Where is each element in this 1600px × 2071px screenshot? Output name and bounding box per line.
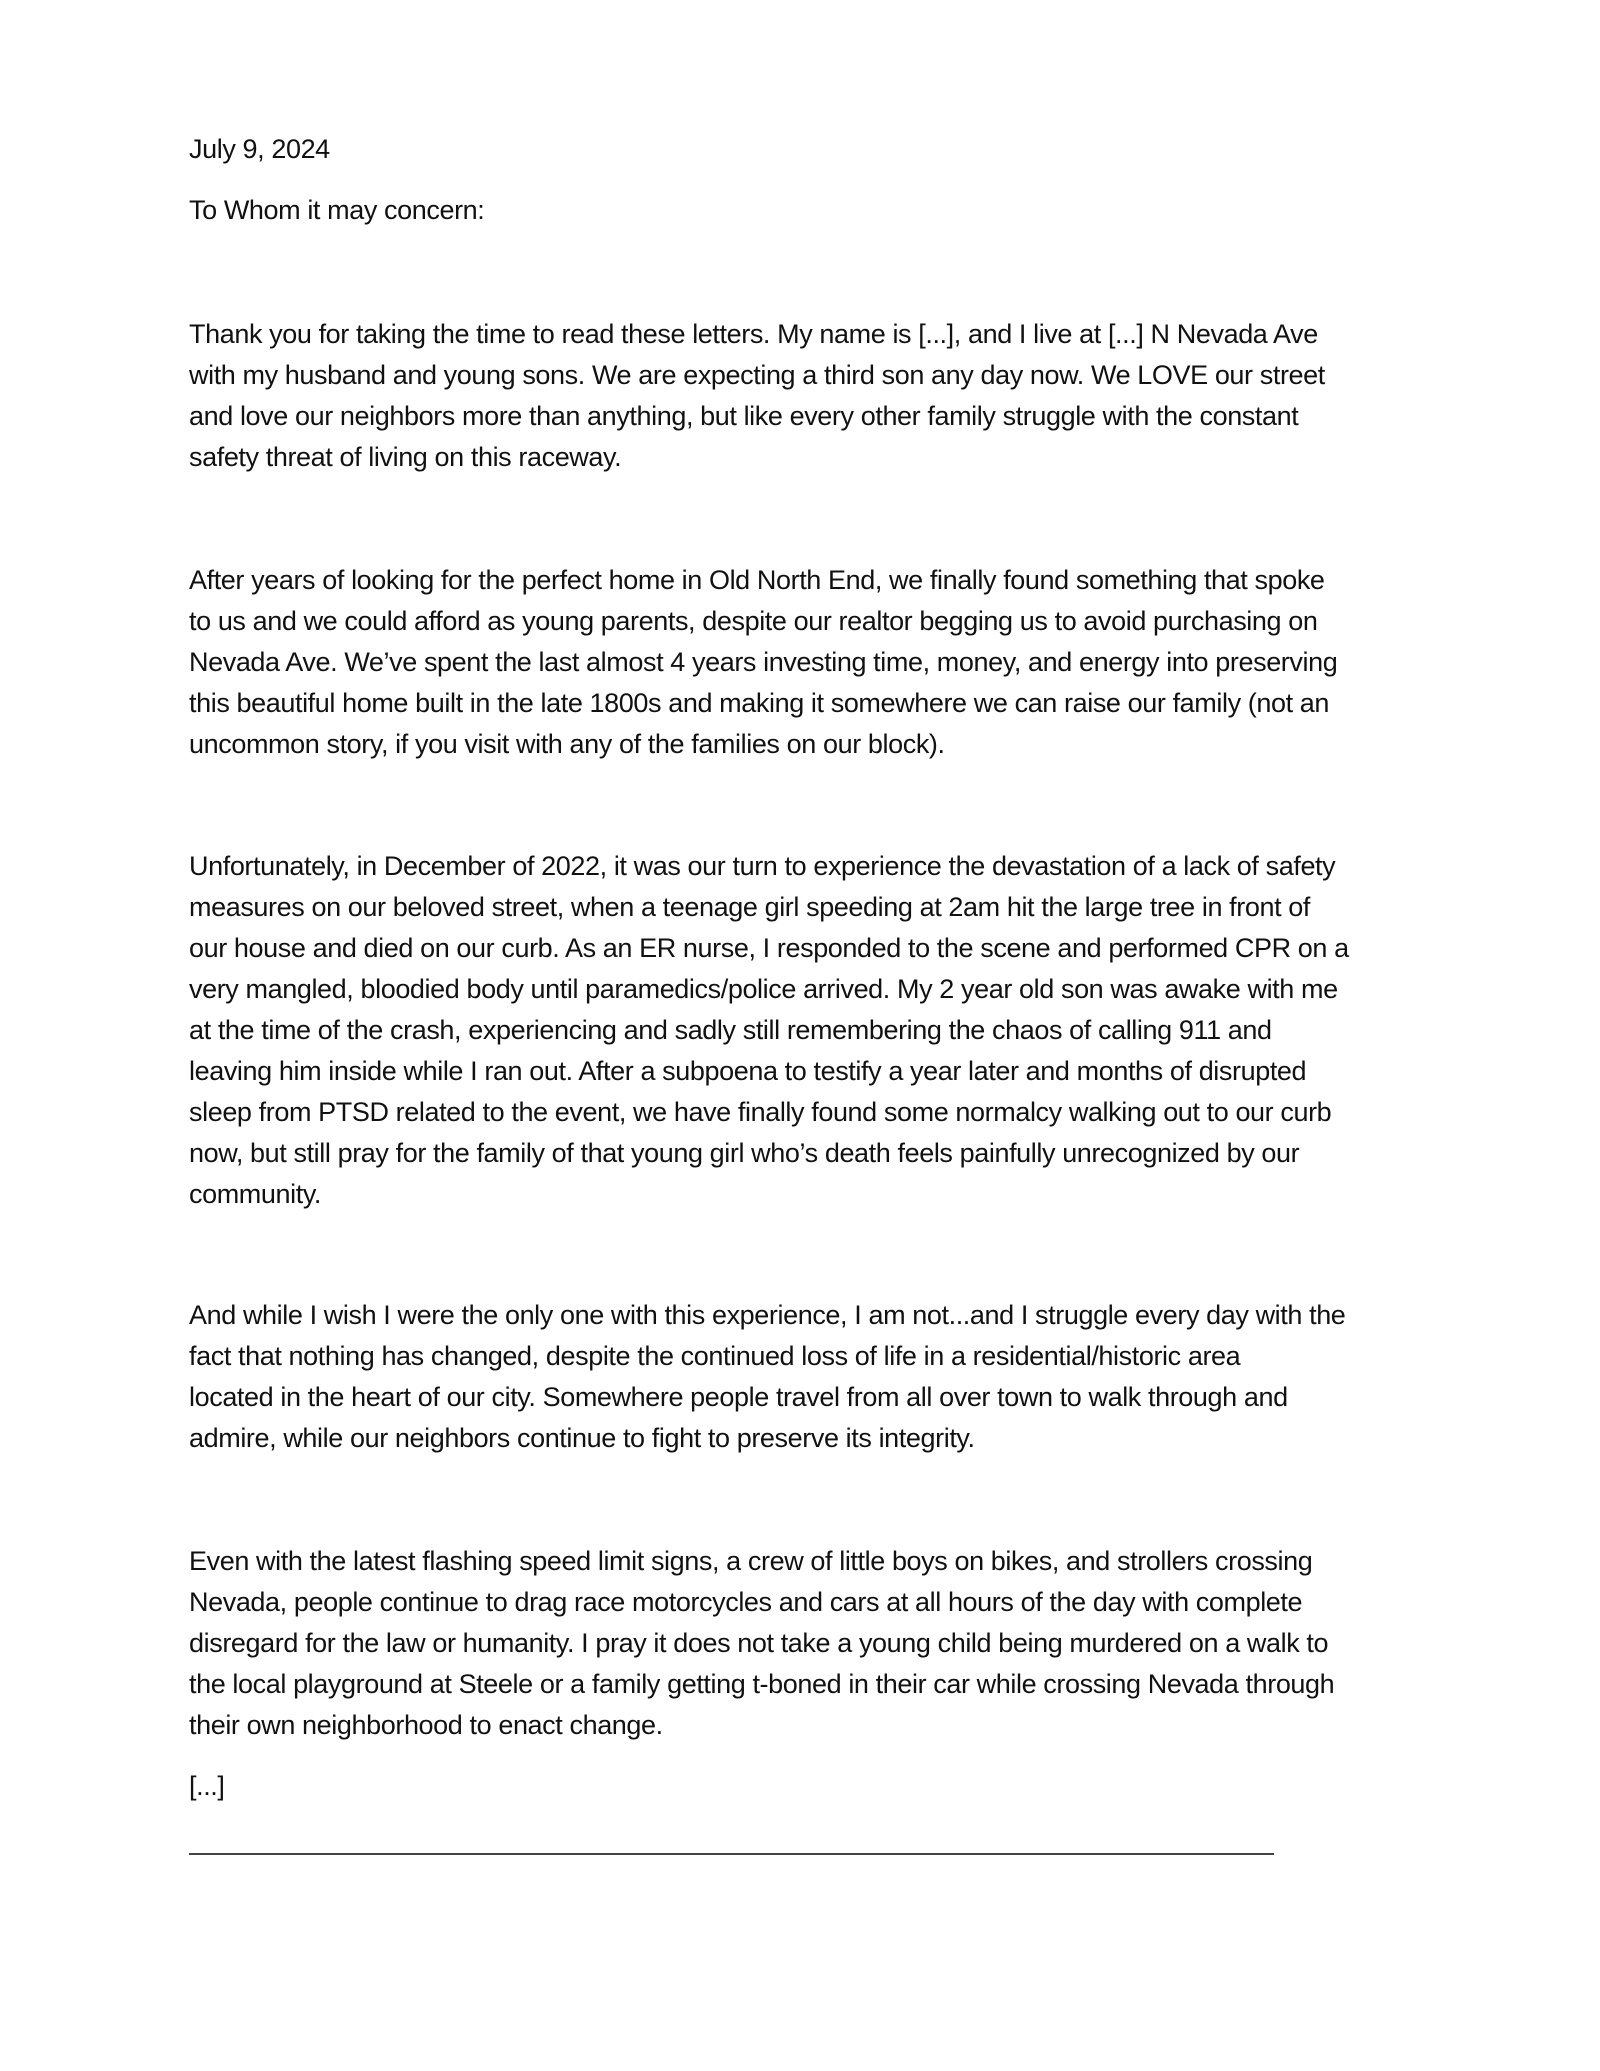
letter-date: July 9, 2024 [189, 134, 330, 164]
paragraph-line: located in the heart of our city. Somewhere people travel from all over town to walk through and [189, 1382, 1288, 1412]
paragraph-line: And while I wish I were the only one with this experience, I am not...and I struggle every day with the [189, 1300, 1346, 1330]
paragraph-introduction [189, 314, 1325, 478]
paragraph-crash-account [189, 846, 1349, 1215]
paragraph-line: Thank you for taking the time to read these letters. My name is [...], and I live at [...] N Nevada Ave [189, 319, 1318, 349]
paragraph-line: now, but still pray for the family of that young girl who’s death feels painfully unrecognized by our [189, 1138, 1300, 1168]
paragraph-line: disregard for the law or humanity. I pray it does not take a young child being murdered on a walk to [189, 1628, 1329, 1658]
paragraph-line: with my husband and young sons. We are expecting a third son any day now. We LOVE our street [189, 360, 1325, 390]
paragraph-line: fact that nothing has changed, despite the continued loss of life in a residential/historic area [189, 1341, 1241, 1371]
paragraph-line: and love our neighbors more than anything, but like every other family struggle with the constant [189, 401, 1299, 431]
omitted-content-marker: [...] [189, 1771, 225, 1801]
paragraph-line: measures on our beloved street, when a teenage girl speeding at 2am hit the large tree in front of [189, 892, 1311, 922]
paragraph-line: Even with the latest flashing speed limit signs, a crew of little boys on bikes, and strollers crossing [189, 1546, 1313, 1576]
paragraph-line: Nevada, people continue to drag race motorcycles and cars at all hours of the day with complete [189, 1587, 1303, 1617]
paragraph-line: sleep from PTSD related to the event, we have finally found some normalcy walking out to our curb [189, 1097, 1332, 1127]
paragraph-line: leaving him inside while I ran out. After a subpoena to testify a year later and months of disrupted [189, 1056, 1307, 1086]
paragraph-line: their own neighborhood to enact change. [189, 1710, 663, 1740]
paragraph-line: at the time of the crash, experiencing and sadly still remembering the chaos of calling 911 and [189, 1015, 1272, 1045]
paragraph-line: very mangled, bloodied body until paramedics/police arrived. My 2 year old son was awake with me [189, 974, 1338, 1004]
paragraph-line: to us and we could afford as young parents, despite our realtor begging us to avoid purchasing on [189, 606, 1318, 636]
paragraph-line: admire, while our neighbors continue to fight to preserve its integrity. [189, 1423, 975, 1453]
paragraph-home-story [189, 560, 1337, 765]
paragraph-line: our house and died on our curb. As an ER nurse, I responded to the scene and performed CPR on a [189, 933, 1349, 963]
letter-salutation: To Whom it may concern: [189, 195, 485, 225]
paragraph-line: Unfortunately, in December of 2022, it was our turn to experience the devastation of a lack of safety [189, 851, 1336, 881]
paragraph-line: Nevada Ave. We’ve spent the last almost 4 years investing time, money, and energy into preserving [189, 647, 1338, 677]
horizontal-rule [189, 1853, 1274, 1855]
paragraph-line: community. [189, 1179, 322, 1209]
paragraph-line: After years of looking for the perfect home in Old North End, we finally found something that spoke [189, 565, 1325, 595]
paragraph-line: safety threat of living on this raceway. [189, 442, 622, 472]
paragraph-line: uncommon story, if you visit with any of the families on our block). [189, 729, 945, 759]
paragraph-line: this beautiful home built in the late 1800s and making it somewhere we can raise our family (not an [189, 688, 1330, 718]
paragraph-line: the local playground at Steele or a family getting t-boned in their car while crossing Nevada through [189, 1669, 1335, 1699]
paragraph-no-change [189, 1295, 1345, 1459]
paragraph-plea [189, 1541, 1334, 1746]
